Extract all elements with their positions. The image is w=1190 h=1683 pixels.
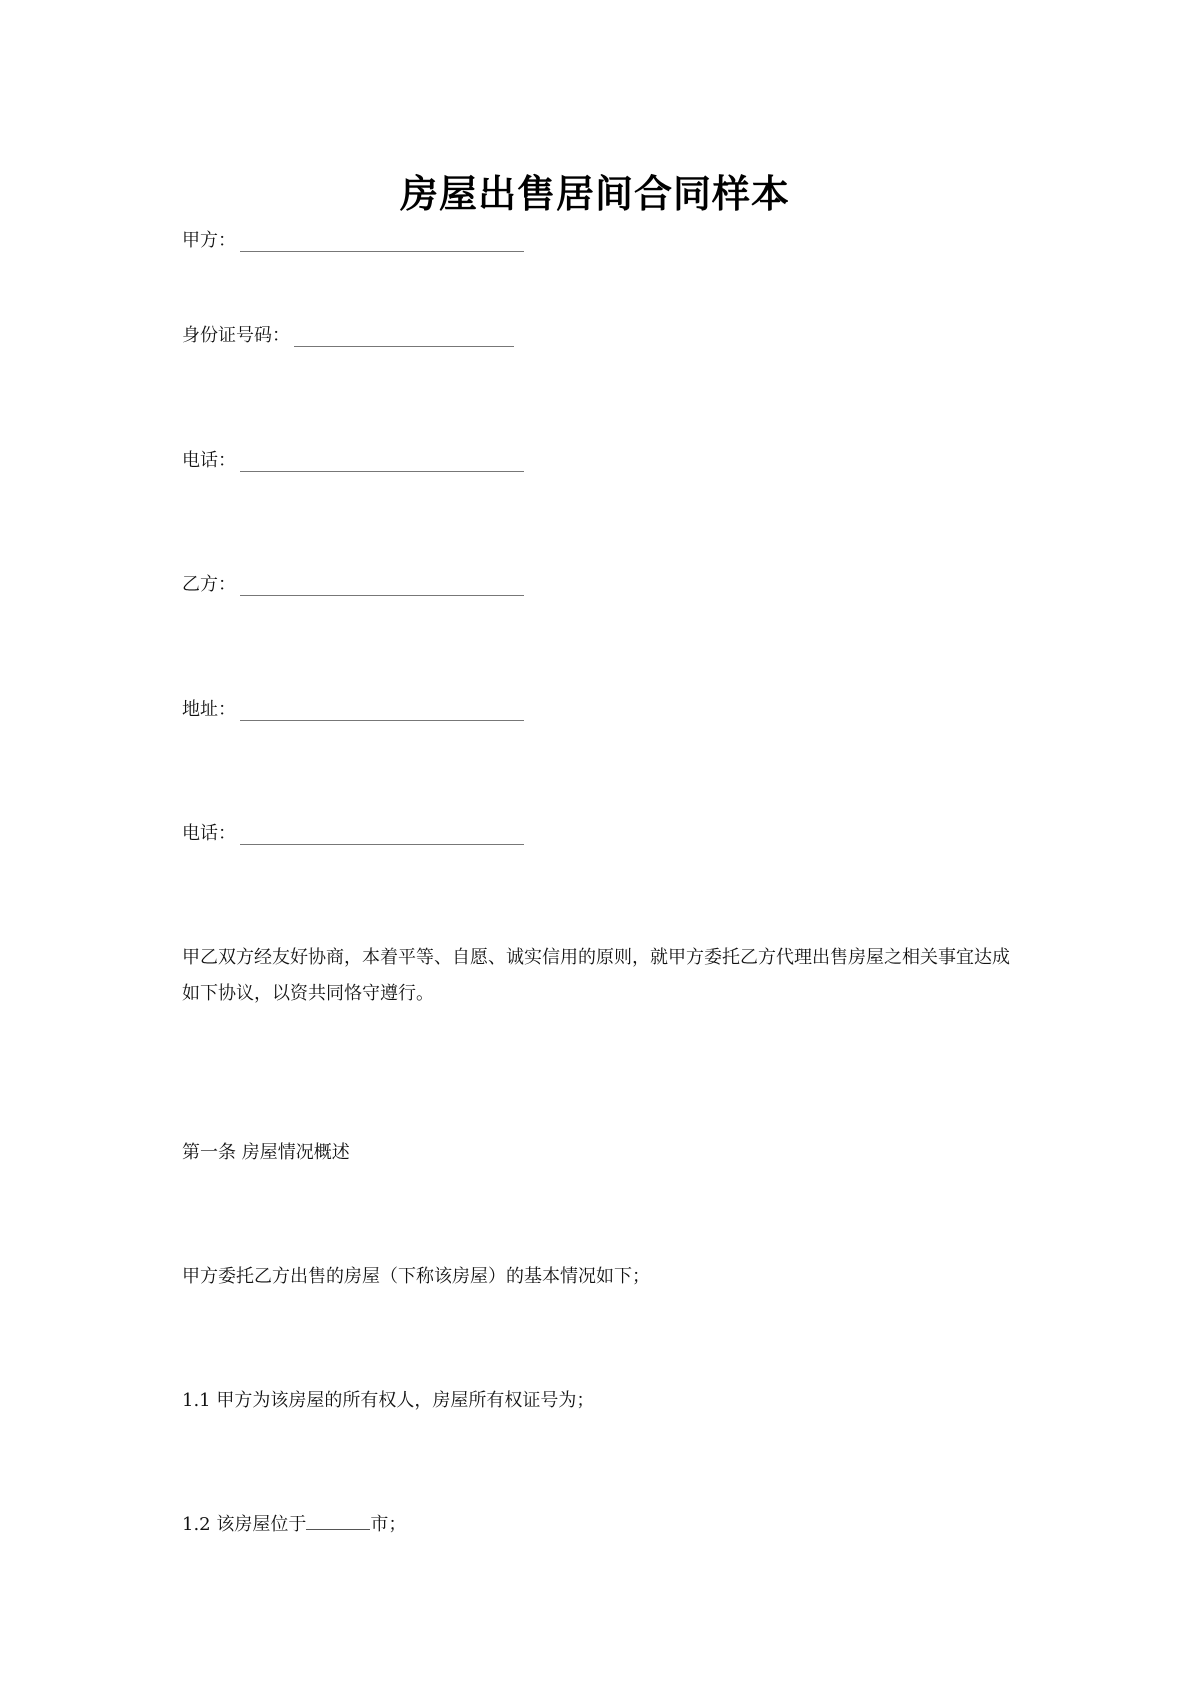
clause-1-2-suffix: 市； — [370, 1514, 407, 1535]
id-number-blank[interactable] — [294, 328, 514, 347]
address-blank[interactable] — [240, 702, 524, 721]
party-a-phone-field — [182, 446, 524, 472]
party-a-blank[interactable] — [240, 233, 524, 252]
party-b-field — [182, 570, 524, 596]
address-label: 地址： — [182, 699, 236, 720]
party-b-phone-field — [182, 819, 524, 845]
intro-paragraph: 甲乙双方经友好协商，本着平等、自愿、诚实信用的原则，就甲方委托乙方代理出售房屋之相关事宜达成如下协议，以资共同恪守遵行。 — [182, 947, 1010, 1004]
id-number-field — [182, 321, 514, 347]
party-a-field — [182, 226, 524, 252]
clause-1-2-prefix: 1.2 该房屋位于 — [182, 1514, 307, 1535]
id-number-label: 身份证号码： — [182, 325, 290, 346]
party-b-phone-label: 电话： — [182, 823, 236, 844]
article-1-lead: 甲方委托乙方出售的房屋（下称该房屋）的基本情况如下； — [182, 1266, 650, 1287]
address-field — [182, 695, 524, 721]
party-b-phone-blank[interactable] — [240, 826, 524, 845]
party-b-blank[interactable] — [240, 577, 524, 596]
clause-1-1: 1.1 甲方为该房屋的所有权人，房屋所有权证号为； — [182, 1390, 595, 1411]
clause-1-2 — [182, 1510, 406, 1536]
party-b-label: 乙方： — [182, 574, 236, 595]
page-title: 房屋出售居间合同样本 — [399, 172, 790, 216]
party-a-label: 甲方： — [182, 230, 236, 251]
party-a-phone-label: 电话： — [182, 450, 236, 471]
article-1-heading: 第一条 房屋情况概述 — [182, 1142, 350, 1163]
city-blank[interactable] — [306, 1513, 370, 1530]
party-a-phone-blank[interactable] — [240, 453, 524, 472]
